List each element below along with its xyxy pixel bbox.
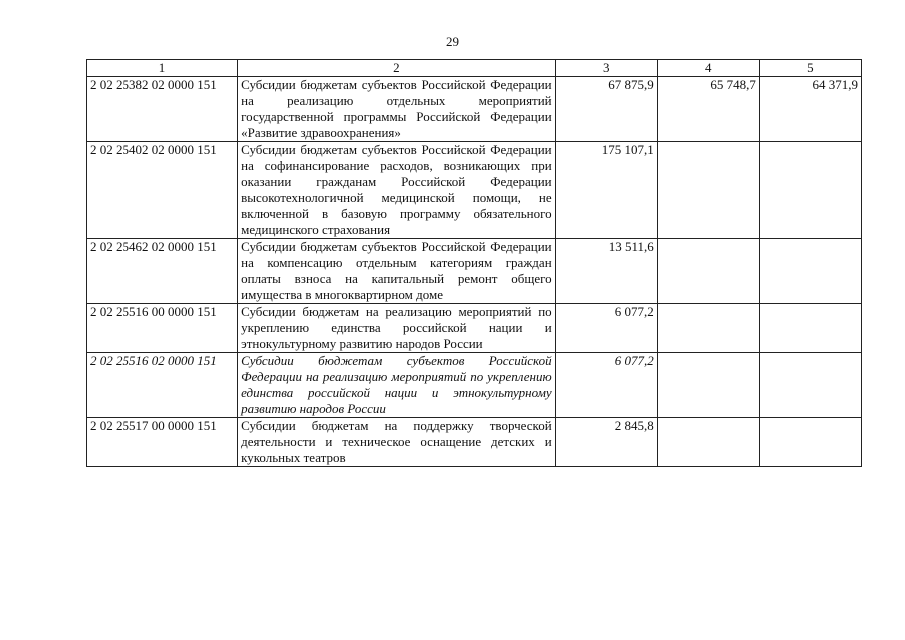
table-row xyxy=(87,77,862,142)
header-col-4: 4 xyxy=(657,60,759,77)
table-row xyxy=(87,239,862,304)
row-description: Субсидии бюджетам субъектов Российской Федерации на реализацию отдельных мероприятий государственной программы Российской Федерации «Развитие здравоохранения» xyxy=(238,77,556,142)
row-value-col5 xyxy=(759,239,861,304)
header-row xyxy=(87,60,862,77)
row-code: 2 02 25517 00 0000 151 xyxy=(87,418,238,467)
row-value-col5: 64 371,9 xyxy=(759,77,861,142)
row-value-col4: 65 748,7 xyxy=(657,77,759,142)
row-value-col5 xyxy=(759,142,861,239)
page-number: 29 xyxy=(446,34,459,49)
table-row xyxy=(87,142,862,239)
row-value-col3: 6 077,2 xyxy=(555,304,657,353)
row-value-col3: 6 077,2 xyxy=(555,353,657,418)
row-value-col5 xyxy=(759,353,861,418)
row-value-col5 xyxy=(759,304,861,353)
row-description: Субсидии бюджетам на реализацию мероприятий по укреплению единства российской нации и этнокультурному развитию народов России xyxy=(238,304,556,353)
table-row xyxy=(87,418,862,467)
header-col-5: 5 xyxy=(759,60,861,77)
table-row xyxy=(87,304,862,353)
table-row xyxy=(87,353,862,418)
row-code: 2 02 25402 02 0000 151 xyxy=(87,142,238,239)
header-col-3: 3 xyxy=(555,60,657,77)
budget-table xyxy=(86,59,862,467)
row-value-col4 xyxy=(657,239,759,304)
table-body xyxy=(87,77,862,467)
row-value-col3: 2 845,8 xyxy=(555,418,657,467)
row-description: Субсидии бюджетам субъектов Российской Федерации на компенсацию отдельным категориям граждан оплаты взноса на капитальный ремонт общего имущества в многоквартирном доме xyxy=(238,239,556,304)
row-description: Субсидии бюджетам субъектов Российской Федерации на реализацию мероприятий по укреплению единства российской нации и этнокультурному развитию народов России xyxy=(238,353,556,418)
header-col-1: 1 xyxy=(87,60,238,77)
row-value-col4 xyxy=(657,304,759,353)
row-value-col4 xyxy=(657,142,759,239)
row-value-col4 xyxy=(657,418,759,467)
row-value-col4 xyxy=(657,353,759,418)
row-description: Субсидии бюджетам субъектов Российской Федерации на софинансирование расходов, возникающих при оказании гражданам Российской Федерации высокотехнологичной медицинской помощи, не включенной в базовую программу обязательного медицинского страхования xyxy=(238,142,556,239)
row-code: 2 02 25382 02 0000 151 xyxy=(87,77,238,142)
row-description: Субсидии бюджетам на поддержку творческой деятельности и техническое оснащение детских и кукольных театров xyxy=(238,418,556,467)
row-code: 2 02 25462 02 0000 151 xyxy=(87,239,238,304)
row-code: 2 02 25516 00 0000 151 xyxy=(87,304,238,353)
header-col-2: 2 xyxy=(238,60,556,77)
row-code: 2 02 25516 02 0000 151 xyxy=(87,353,238,418)
row-value-col5 xyxy=(759,418,861,467)
row-value-col3: 67 875,9 xyxy=(555,77,657,142)
row-value-col3: 175 107,1 xyxy=(555,142,657,239)
row-value-col3: 13 511,6 xyxy=(555,239,657,304)
